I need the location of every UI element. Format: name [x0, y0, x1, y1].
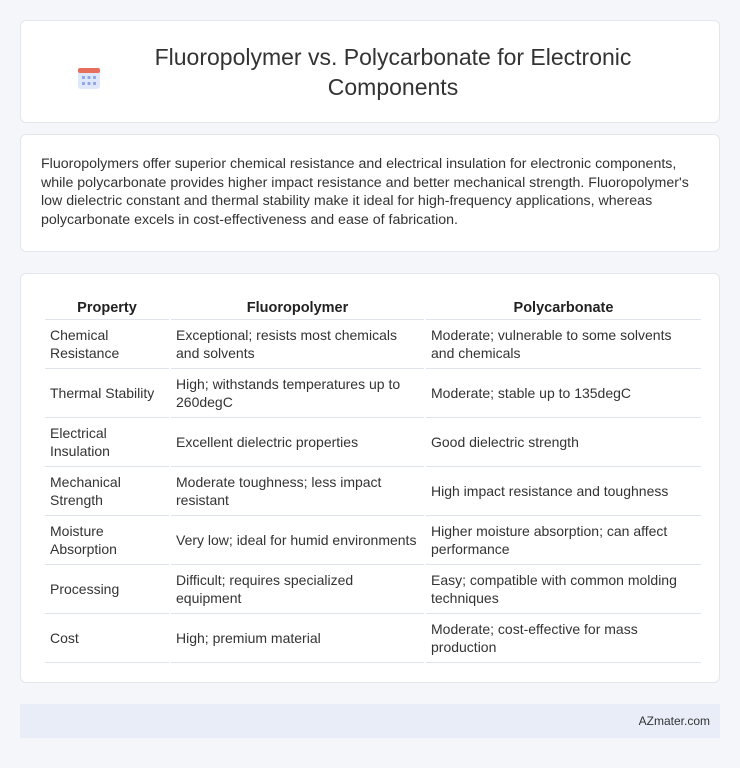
comparison-card: [20, 273, 720, 683]
property-cell: Cost: [45, 614, 169, 663]
fluoropolymer-cell: Difficult; requires specialized equipment: [171, 565, 424, 614]
fluoropolymer-cell: High; withstands temperatures up to 260degC: [171, 369, 424, 418]
polycarbonate-cell: Easy; compatible with common molding techniques: [426, 565, 701, 614]
table-row: [45, 565, 701, 614]
table-header-row: [45, 296, 701, 320]
fluoropolymer-cell: Excellent dielectric properties: [171, 418, 424, 467]
polycarbonate-cell: Moderate; stable up to 135degC: [426, 369, 701, 418]
column-header-polycarbonate: Polycarbonate: [426, 296, 701, 320]
table-row: [45, 614, 701, 663]
table-row: [45, 320, 701, 369]
fluoropolymer-cell: Very low; ideal for humid environments: [171, 516, 424, 565]
polycarbonate-cell: Moderate; cost-effective for mass production: [426, 614, 701, 663]
property-cell: Electrical Insulation: [45, 418, 169, 467]
summary-card: [20, 134, 720, 252]
calendar-grid-icon: [77, 66, 101, 90]
fluoropolymer-cell: Moderate toughness; less impact resistant: [171, 467, 424, 516]
table-row: [45, 418, 701, 467]
fluoropolymer-cell: Exceptional; resists most chemicals and solvents: [171, 320, 424, 369]
comparison-table: [43, 296, 703, 663]
title-card: [20, 20, 720, 123]
table-row: [45, 467, 701, 516]
page-title: Fluoropolymer vs. Polycarbonate for Electronic Components: [154, 43, 632, 100]
title-row: [70, 42, 670, 102]
property-cell: Moisture Absorption: [45, 516, 169, 565]
polycarbonate-cell: Good dielectric strength: [426, 418, 701, 467]
property-cell: Chemical Resistance: [45, 320, 169, 369]
property-cell: Processing: [45, 565, 169, 614]
property-cell: Thermal Stability: [45, 369, 169, 418]
polycarbonate-cell: Moderate; vulnerable to some solvents and chemicals: [426, 320, 701, 369]
footer-brand: AZmater.com: [638, 714, 710, 728]
footer-bar: [20, 704, 720, 738]
column-header-fluoropolymer: Fluoropolymer: [171, 296, 424, 320]
polycarbonate-cell: High impact resistance and toughness: [426, 467, 701, 516]
summary-text: Fluoropolymers offer superior chemical resistance and electrical insulation for electronic components, while polycarbonate provides higher impact resistance and better mechanical strength. Fluoropolymer's low dielectric constant and thermal stability make it ideal for high-frequency applications, whereas polycarbonate excels in cost-effectiveness and ease of fabrication.: [41, 156, 689, 228]
fluoropolymer-cell: High; premium material: [171, 614, 424, 663]
table-row: [45, 369, 701, 418]
property-cell: Mechanical Strength: [45, 467, 169, 516]
polycarbonate-cell: Higher moisture absorption; can affect performance: [426, 516, 701, 565]
table-row: [45, 516, 701, 565]
column-header-property: Property: [45, 296, 169, 320]
